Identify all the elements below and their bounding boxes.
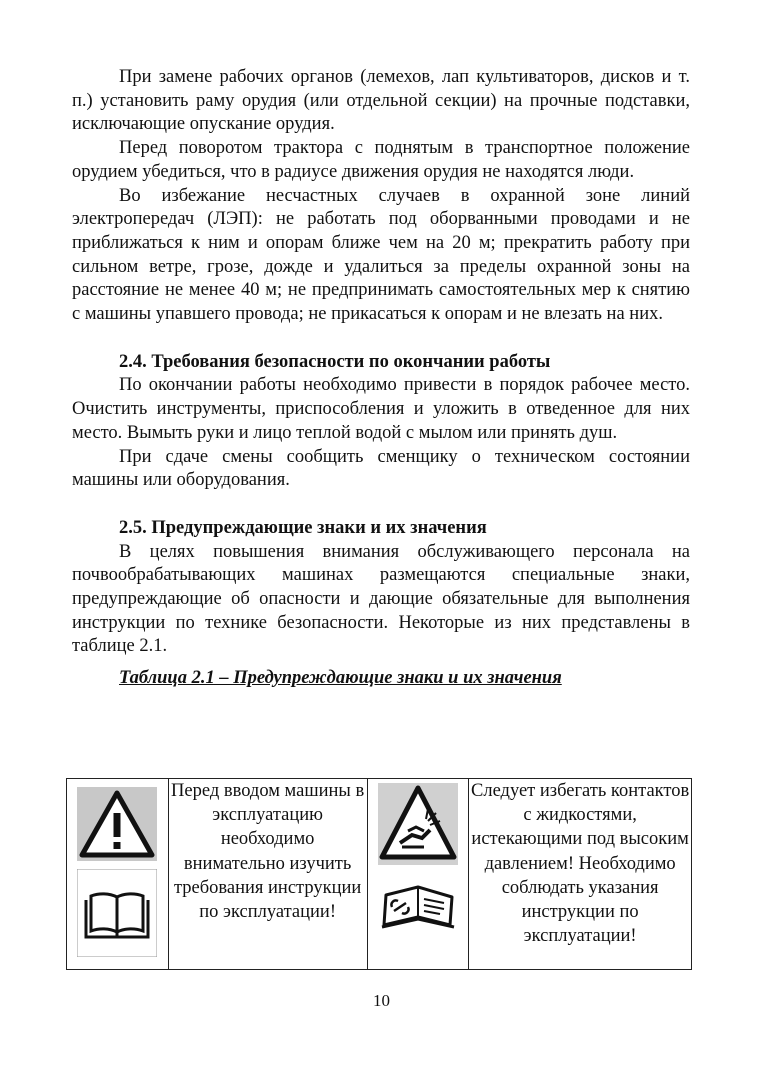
book-with-wrench-icon [378, 877, 458, 937]
warning-signs-table [66, 778, 692, 970]
section-2-5-heading: 2.5. Предупреждающие знаки и их значения [119, 517, 487, 538]
right-sign-description: Следует избегать контактов с жидкостями, истекающими под высоким давлением! Необходимо соблюдать указания инструкции по эксплуатации! [469, 779, 692, 970]
section-2-4-heading: 2.4. Требования безопасности по окончании работы [119, 351, 551, 372]
paragraph-tool-replacement: При замене рабочих органов (лемехов, лап культиваторов, дисков и т. п.) установить раму орудия (или отдельной секции) на прочные подставки, исключающие опускание орудия. [72, 67, 690, 135]
paragraph-end-of-work: По окончании работы необходимо привести в порядок рабочее место. Очистить инструменты, приспособления и уложить в отведенное для них место. Вымыть руки и лицо теплой водой с мылом или принять душ. [72, 375, 690, 443]
page-number: 10 [373, 991, 390, 1010]
left-icon-cell [67, 779, 169, 970]
open-book-icon [77, 869, 157, 957]
paragraph-power-lines: Во избежание несчастных случаев в охранной зоне линий электропередач (ЛЭП): не работать под оборванными проводами и не приближаться к ним и опорам ближе чем на 20 м; прекратить работу при сильном ветре, грозе, дожде и удалиться за пределы охранной зоны на расстояние не менее 40 м; не предпринимать самостоятельных мер к снятию с машины упавшего провода; не прикасаться к опорам и не влезать на них. [72, 185, 690, 325]
high-pressure-fluid-triangle-icon [378, 783, 458, 865]
table-caption: Таблица 2.1 – Предупреждающие знаки и их значения [119, 668, 562, 689]
left-sign-description: Перед вводом машины в эксплуатацию необходимо внимательно изучить требования инструкции по эксплуатации! [168, 779, 367, 970]
paragraph-warning-signs: В целях повышения внимания обслуживающего персонала на почвообрабатывающих машинах размещаются специальные знаки, предупреждающие об опасности и дающие обязательные для выполнения инструкции по технике безопасности. Некоторые из них представлены в таблице 2.1. [72, 541, 690, 657]
paragraph-shift-handover: При сдаче смены сообщить сменщику о техническом состоянии машины или оборудования. [72, 446, 690, 491]
table-row [67, 779, 692, 970]
right-icon-cell [367, 779, 469, 970]
paragraph-tractor-turn: Перед поворотом трактора с поднятым в транспортное положение орудием убедиться, что в радиусе движения орудия не находятся люди. [72, 138, 690, 182]
document-page [72, 66, 690, 690]
warning-triangle-icon [77, 787, 157, 861]
